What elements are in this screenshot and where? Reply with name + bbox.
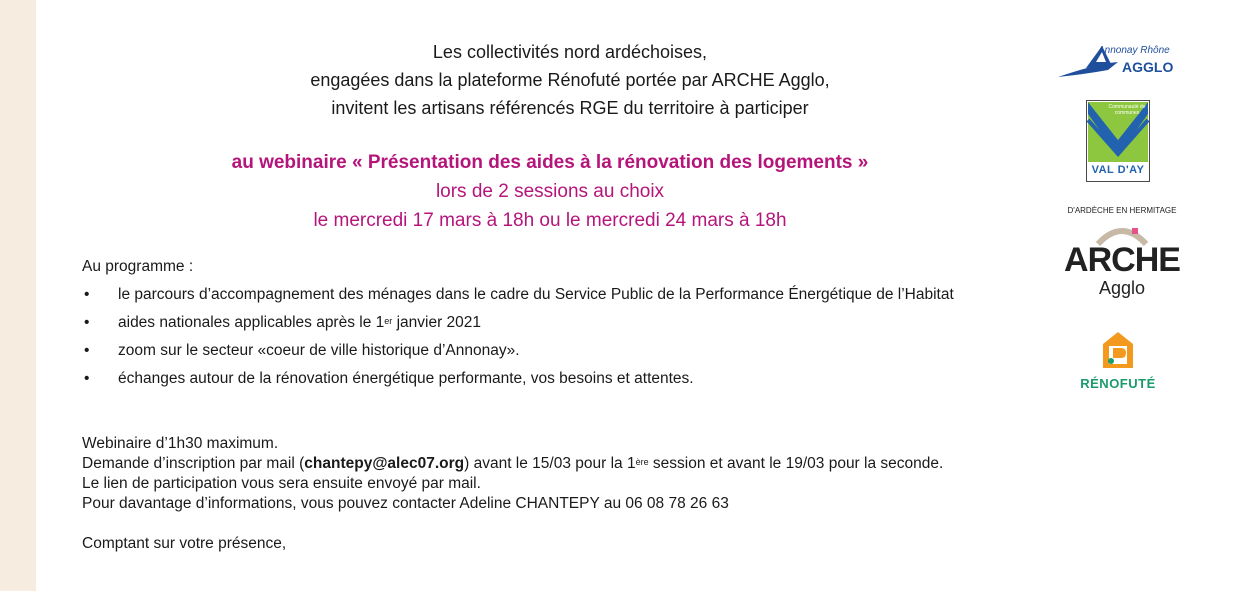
program-list	[82, 284, 954, 390]
signup-text	[82, 454, 943, 474]
list-item	[82, 340, 954, 362]
bullet: •	[84, 314, 90, 331]
program-item-3: zoom sur le secteur «coeur de ville historique d’Annonay».	[118, 342, 520, 359]
info-section	[82, 434, 943, 514]
program-section	[82, 256, 954, 396]
signup-mid: ) avant le 15/03 pour la 1	[464, 455, 636, 472]
renofute-house-icon	[1101, 330, 1135, 370]
superscript-er: er	[384, 316, 393, 326]
webinar-block	[140, 148, 960, 235]
annonay-logo-agglo-text: AGGLO	[1122, 59, 1174, 75]
renofute-logo	[1076, 330, 1160, 394]
list-item	[82, 368, 954, 390]
intro-line-3: invitent les artisans référencés RGE du territoire à participer	[331, 98, 809, 118]
renofute-text: RÉNOFUTÉ	[1080, 376, 1156, 391]
arche-sub: Agglo	[1098, 278, 1146, 298]
superscript-ere: ère	[635, 457, 649, 467]
signup-pre: Demande d’inscription par mail (	[82, 455, 305, 472]
intro-line-2: engagées dans la plateforme Rénofuté portée par ARCHE Agglo,	[310, 70, 830, 90]
bullet: •	[84, 370, 90, 387]
arche-name: ARCHE	[1064, 241, 1180, 279]
annonay-logo-top-text: Annonay Rhône	[1098, 45, 1170, 56]
arche-tagline: D'ARDÈCHE EN HERMITAGE	[1067, 206, 1177, 215]
program-heading: Au programme :	[82, 258, 194, 275]
contact-text: Pour davantage d’informations, vous pouvez contacter Adeline CHANTEPY au 06 08 78 26 63	[82, 495, 729, 512]
list-item	[82, 284, 954, 306]
list-item	[82, 312, 954, 334]
webinar-sessions: lors de 2 sessions au choix	[435, 181, 665, 202]
arche-agglo-logo	[1060, 204, 1184, 300]
webinar-dates: le mercredi 17 mars à 18h ou le mercredi 24 mars à 18h	[313, 210, 787, 231]
webinar-title: au webinaire « Présentation des aides à la rénovation des logements »	[231, 152, 869, 173]
signup-post: session et avant le 19/03 pour la seconde.	[648, 455, 944, 472]
annonay-agglo-logo	[1056, 40, 1172, 82]
side-band	[0, 0, 36, 591]
bullet: •	[84, 342, 90, 359]
link-text: Le lien de participation vous sera ensuite envoyé par mail.	[82, 475, 481, 492]
valday-logo	[1086, 100, 1150, 182]
program-item-2-rest: janvier 2021	[392, 314, 482, 331]
email-link[interactable]: chantepy@alec07.org	[304, 455, 465, 472]
intro-text	[240, 38, 900, 122]
intro-line-1: Les collectivités nord ardéchoises,	[432, 42, 708, 62]
program-item-1: le parcours d’accompagnement des ménages dans le cadre du Service Public de la Performance Énergétique de l’Habitat	[118, 286, 954, 303]
closing-text: Comptant sur votre présence,	[82, 535, 287, 552]
program-item-2: aides nationales applicables après le 1	[118, 314, 385, 331]
valday-logo-name: VAL D'AY	[1091, 164, 1145, 176]
bullet: •	[84, 286, 90, 303]
program-item-4: échanges autour de la rénovation énergétique performante, vos besoins et attentes.	[118, 370, 694, 387]
duration-text: Webinaire d’1h30 maximum.	[82, 435, 279, 452]
valday-logo-top-text: Communauté de communes	[1108, 104, 1146, 116]
